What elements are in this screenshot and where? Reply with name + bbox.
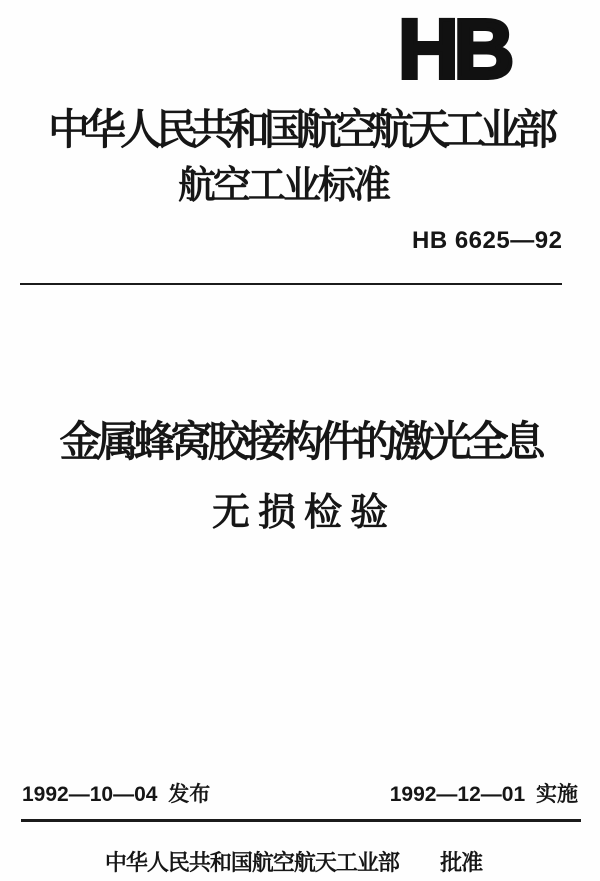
approval-org: 中华人民共和国航空航天工业部 bbox=[104, 850, 399, 875]
hb-logo: HB bbox=[398, 2, 510, 96]
bottom-divider-rule bbox=[21, 819, 581, 822]
implement-date-group bbox=[390, 782, 578, 808]
implement-date-value: 1992—12—01 bbox=[389, 783, 526, 806]
ministry-name-heading: 中华人民共和国航空航天工业部 bbox=[47, 106, 552, 153]
issue-date-value: 1992—10—04 bbox=[22, 783, 158, 806]
standard-title-line2: 无损检验 bbox=[211, 492, 396, 534]
issue-date-group bbox=[22, 782, 210, 808]
implement-date-label: 实施 bbox=[536, 783, 578, 806]
approval-line bbox=[0, 849, 587, 877]
standard-title-line1: 金属蜂窝胶接构件的激光全息 bbox=[59, 418, 541, 465]
standard-type-heading: 航空工业标准 bbox=[177, 165, 388, 207]
standard-number: HB 6625—92 bbox=[412, 227, 563, 254]
top-divider-rule bbox=[20, 283, 562, 285]
date-row bbox=[22, 782, 578, 808]
issue-date-label: 发布 bbox=[168, 783, 211, 806]
approval-label: 批准 bbox=[440, 850, 483, 875]
